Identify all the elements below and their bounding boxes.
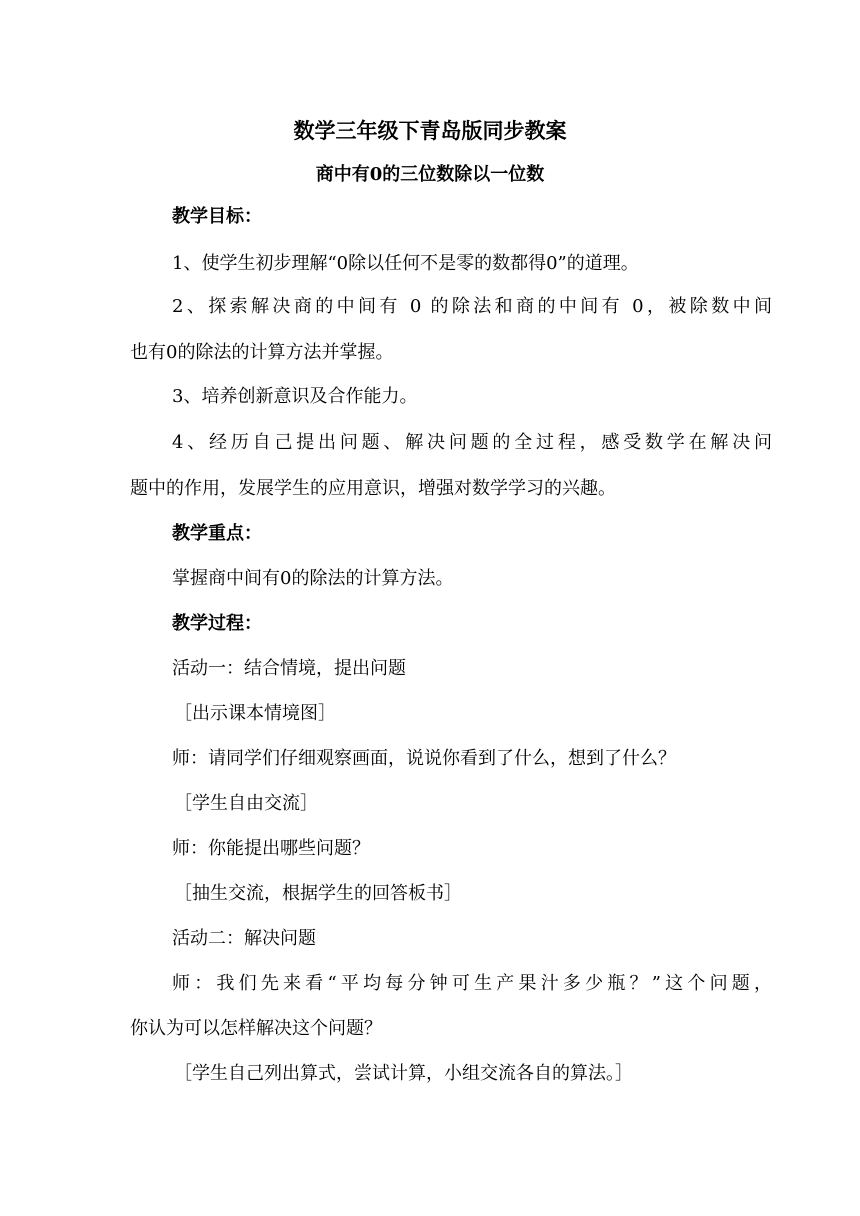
section-heading-objectives: 教学目标： — [172, 206, 262, 227]
section-heading-process: 教学过程： — [172, 613, 262, 634]
paragraph-line: ［出示课本情境图］ — [174, 703, 336, 724]
paragraph-line: 1、使学生初步理解“0除以任何不是零的数都得0”的道理。 — [172, 253, 639, 274]
paragraph-line: 2、探索解决商的中间有 0 的除法和商的中间有 0，被除数中间 — [172, 296, 772, 317]
paragraph-line: 3、培养创新意识及合作能力。 — [172, 386, 418, 407]
paragraph-line: ［抽生交流，根据学生的回答板书］ — [174, 883, 462, 904]
paragraph-line: ［学生自由交流］ — [174, 793, 318, 814]
paragraph-line: 师：请同学们仔细观察画面，说说你看到了什么，想到了什么？ — [172, 748, 676, 769]
document-title: 数学三年级下青岛版同步教案 — [293, 118, 567, 143]
paragraph-line: 掌握商中间有0的除法的计算方法。 — [172, 568, 454, 589]
section-heading-key-point: 教学重点： — [172, 523, 262, 544]
paragraph-line: 4、经历自己提出问题、解决问题的全过程，感受数学在解决问 — [172, 432, 772, 453]
paragraph-line: 也有0的除法的计算方法并掌握。 — [130, 342, 394, 363]
paragraph-line: 你认为可以怎样解决这个问题？ — [130, 1018, 382, 1039]
document-subtitle: 商中有0的三位数除以一位数 — [315, 164, 545, 185]
paragraph-line: ［学生自己列出算式，尝试计算，小组交流各自的算法。］ — [174, 1063, 633, 1084]
paragraph-line: 师：我们先来看“平均每分钟可生产果汁多少瓶？”这个问题， — [172, 973, 772, 994]
paragraph-line: 活动一：结合情境，提出问题 — [172, 658, 406, 679]
paragraph-line: 题中的作用，发展学生的应用意识，增强对数学学习的兴趣。 — [130, 478, 616, 499]
paragraph-line: 师：你能提出哪些问题？ — [172, 838, 370, 859]
paragraph-line: 活动二：解决问题 — [172, 928, 316, 949]
